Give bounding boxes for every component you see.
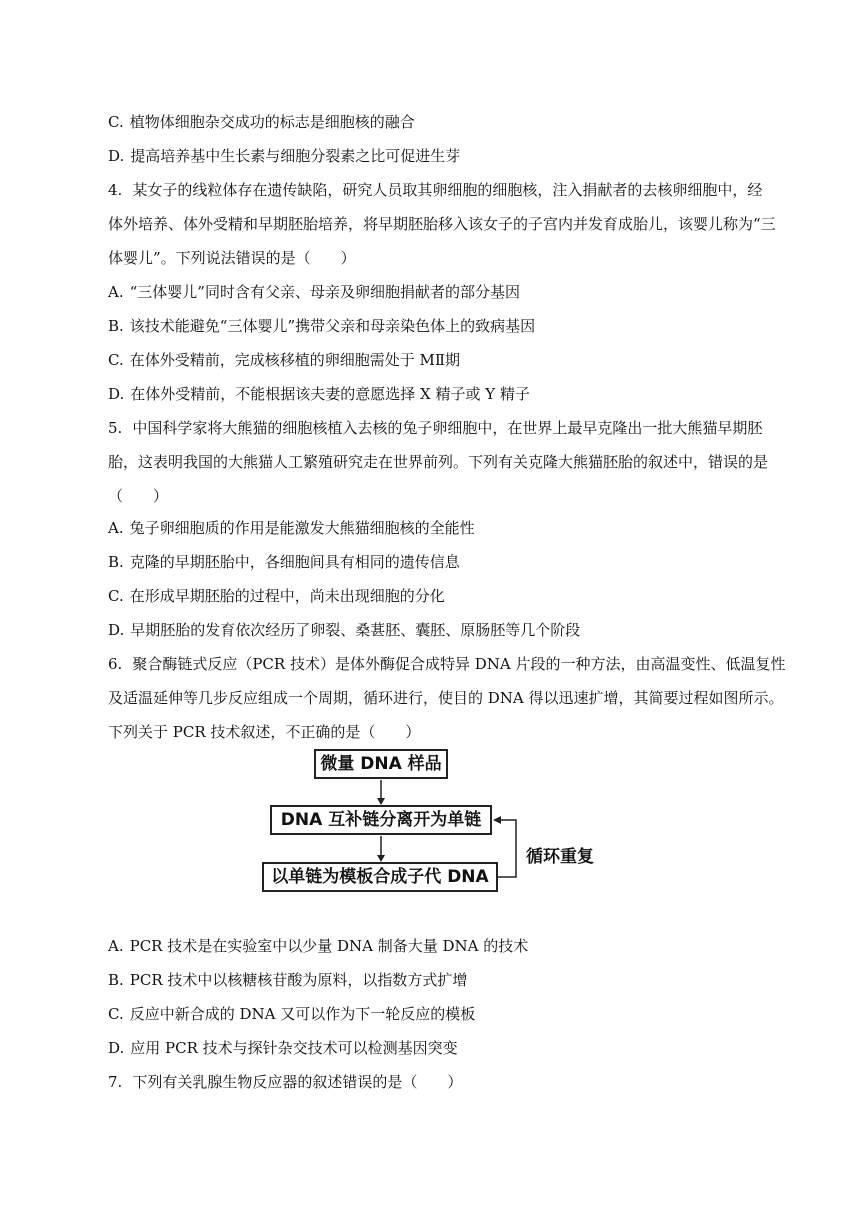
option-letter: C.: [108, 351, 124, 369]
q4-option-a: [108, 282, 520, 302]
q4-option-d: [108, 384, 530, 404]
option-text: 应用 PCR 技术与探针杂交技术可以检测基因突变: [130, 1039, 458, 1057]
question-number: 7.: [108, 1073, 123, 1091]
q5-stem-line3: （ ）: [108, 487, 169, 505]
option-letter: A.: [108, 283, 124, 301]
q5-option-b: [108, 552, 460, 572]
option-letter: D.: [108, 1039, 125, 1057]
option-text: 兔子卵细胞质的作用是能激发大熊猫细胞核的全能性: [129, 519, 475, 537]
option-text: 早期胚胎的发育依次经历了卵裂、桑葚胚、囊胚、原肠胚等几个阶段: [130, 621, 581, 639]
q4-stem-line1: [108, 180, 762, 200]
option-letter: D.: [108, 621, 125, 639]
diagram-box-sample: 微量 DNA 样品: [314, 749, 448, 779]
question-number: 5.: [108, 419, 123, 437]
option-text: 植物体细胞杂交成功的标志是细胞核的融合: [129, 113, 415, 131]
question-stem: 某女子的线粒体存在遗传缺陷，研究人员取其卵细胞的细胞核，注入捐献者的去核卵细胞中，经: [132, 181, 763, 199]
q6-option-a: [108, 936, 528, 956]
question-stem: 中国科学家将大熊猫的细胞核植入去核的兔子卵细胞中，在世界上最早克隆出一批大熊猫早期胚: [132, 419, 763, 437]
arrow-head-1: [377, 798, 385, 805]
option-letter: B.: [108, 553, 124, 571]
q5-option-d: [108, 620, 580, 640]
option-text: “三体婴儿”同时含有父亲、母亲及卵细胞捐献者的部分基因: [129, 283, 520, 301]
question-stem: 下列有关乳腺生物反应器的叙述错误的是（ ）: [132, 1073, 463, 1091]
option-text: 在体外受精前，不能根据该夫妻的意愿选择 X 精子或 Y 精子: [130, 385, 530, 403]
option-text: 反应中新合成的 DNA 又可以作为下一轮反应的模板: [129, 1005, 476, 1023]
q6-option-b: [108, 970, 467, 990]
arrow-head-2: [377, 855, 385, 862]
diagram-box-denature: DNA 互补链分离开为单链: [270, 805, 492, 835]
question-number: 4.: [108, 181, 123, 199]
q7-stem-line1: [108, 1072, 462, 1092]
q5-option-a: [108, 518, 475, 538]
option-letter: B.: [108, 317, 124, 335]
q4-stem-line2: 体外培养、体外受精和早期胚胎培养，将早期胚胎移入该女子的子宫内并发育成胎儿，该婴儿称为“三: [108, 215, 776, 233]
q3-option-d: [108, 146, 460, 166]
q4-stem-line3: 体婴儿”。下列说法错误的是（ ）: [108, 249, 356, 267]
q6-stem-line3: 下列关于 PCR 技术叙述，不正确的是（ ）: [108, 723, 421, 741]
option-letter: C.: [108, 1005, 124, 1023]
option-letter: B.: [108, 971, 124, 989]
q6-option-c: [108, 1004, 475, 1024]
option-text: 提高培养基中生长素与细胞分裂素之比可促进生芽: [130, 147, 461, 165]
option-text: 克隆的早期胚胎中，各细胞间具有相同的遗传信息: [129, 553, 460, 571]
question-number: 6.: [108, 655, 123, 673]
option-text: 该技术能避免“三体婴儿”携带父亲和母亲染色体上的致病基因: [129, 317, 536, 335]
q6-stem-line2: 及适温延伸等几步反应组成一个周期，循环进行，使目的 DNA 得以迅速扩增，其简要过程如图所示。: [108, 689, 784, 707]
option-text: PCR 技术中以核糖核苷酸为原料，以指数方式扩增: [129, 971, 468, 989]
diagram-box-synthesize: 以单链为模板合成子代 DNA: [262, 862, 498, 892]
loop-back-line: [498, 820, 516, 877]
option-text: 在形成早期胚胎的过程中，尚未出现细胞的分化: [129, 587, 445, 605]
q6-stem-line1: [108, 654, 785, 674]
loop-arrow-head: [493, 816, 501, 824]
q5-option-c: [108, 586, 445, 606]
option-letter: A.: [108, 937, 124, 955]
option-letter: D.: [108, 147, 125, 165]
option-text: 在体外受精前，完成核移植的卵细胞需处于 MⅡ期: [129, 351, 461, 369]
q5-stem-line1: [108, 418, 762, 438]
q5-stem-line2: 胎，这表明我国的大熊猫人工繁殖研究走在世界前列。下列有关克隆大熊猫胚胎的叙述中，错误的是: [108, 453, 769, 471]
option-letter: D.: [108, 385, 125, 403]
option-letter: C.: [108, 587, 124, 605]
q6-option-d: [108, 1038, 458, 1058]
question-stem: 聚合酶链式反应（PCR 技术）是体外酶促合成特异 DNA 片段的一种方法，由高温变性、低温复性: [132, 655, 786, 673]
q3-option-c: [108, 112, 415, 132]
option-text: PCR 技术是在实验室中以少量 DNA 制备大量 DNA 的技术: [129, 937, 529, 955]
diagram-loop-label: 循环重复: [526, 847, 594, 867]
option-letter: C.: [108, 113, 124, 131]
q4-option-b: [108, 316, 535, 336]
q4-option-c: [108, 350, 460, 370]
option-letter: A.: [108, 519, 124, 537]
